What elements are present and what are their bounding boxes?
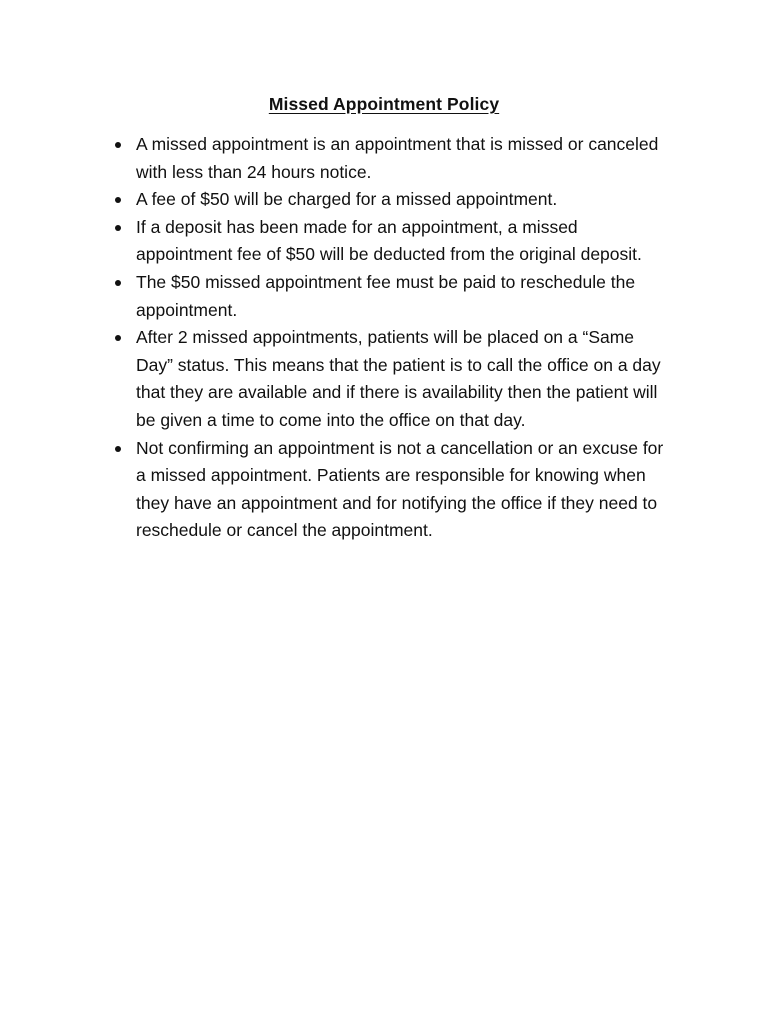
bullet-icon (115, 142, 121, 148)
list-item-text: If a deposit has been made for an appointment, a missed appointment fee of $50 will be deducted from the original deposit. (136, 216, 642, 265)
bullet-icon (115, 280, 121, 286)
list-item (112, 435, 672, 545)
list-item-text: A missed appointment is an appointment that is missed or canceled with less than 24 hours notice. (136, 134, 659, 182)
page-title: Missed Appointment Policy (268, 94, 500, 114)
list-item-text: The $50 missed appointment fee must be paid to reschedule the appointment. (136, 271, 636, 320)
list-item-text: A fee of $50 will be charged for a missed appointment. (136, 189, 558, 210)
bullet-icon (115, 225, 121, 231)
bullet-icon (115, 335, 121, 341)
list-item-text: After 2 missed appointments, patients will be placed on a “Same Day” status. This means that the patient is to call the office on a day that they are available and if there is availability then the patient will be given a time to come into the office on that day. (136, 327, 661, 430)
list-item (112, 214, 672, 269)
list-item-text: Not confirming an appointment is not a cancellation or an excuse for a missed appointment. Patients are responsible for knowing when they have an appointment and for notifying the office if they need to reschedule or cancel the appointment. (136, 437, 664, 541)
list-item (112, 131, 672, 186)
bullet-icon (115, 197, 121, 203)
list-item (112, 269, 672, 324)
list-item (112, 324, 672, 434)
bullet-icon (115, 446, 121, 452)
policy-list (112, 131, 672, 545)
list-item (112, 186, 672, 214)
